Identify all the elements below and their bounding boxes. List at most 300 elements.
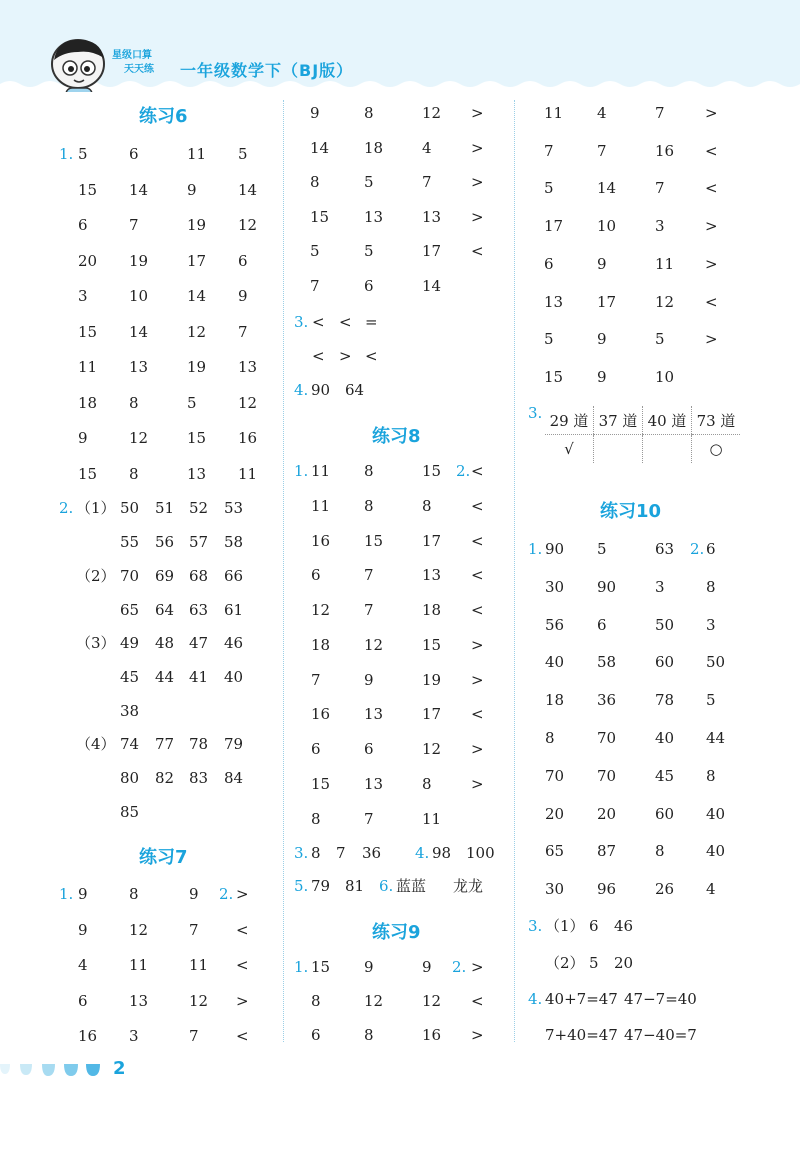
answer-cell: 47 xyxy=(189,634,209,652)
answer-cell: 70 xyxy=(545,766,565,785)
answer-cell: 70 xyxy=(120,567,140,585)
answer-cell: < xyxy=(236,920,249,939)
answer-cell: 15 xyxy=(422,462,442,480)
answer-cell: 5 xyxy=(310,242,320,261)
answer-cell: 6 xyxy=(544,254,554,273)
answer-cell: 9 xyxy=(597,330,607,349)
answer-cell: < xyxy=(471,992,484,1010)
question-number: 1. xyxy=(59,885,74,903)
answer-cell: 7 xyxy=(655,104,665,122)
answer-cell: 12 xyxy=(422,740,442,758)
answer-cell: 12 xyxy=(422,104,442,122)
question-number: 2. xyxy=(690,540,705,558)
answer-value: 64 xyxy=(345,381,365,399)
answer-cell: 56 xyxy=(155,533,175,551)
section-title-10: 练习10 xyxy=(600,501,662,522)
answer-cell: 45 xyxy=(655,766,675,785)
answer-cell: 5 xyxy=(544,330,554,349)
answer-cell: 5 xyxy=(364,242,374,261)
symbol-answer: < xyxy=(339,313,352,331)
answer-cell: 8 xyxy=(422,774,432,793)
answer-cell: 7 xyxy=(364,809,374,828)
answer-cell: 11 xyxy=(655,254,675,273)
answer-cell: 3 xyxy=(129,1027,139,1045)
book-title: 一年级数学下（BJ版） xyxy=(180,61,354,80)
question-number: 5. xyxy=(294,877,309,895)
answer-value: 81 xyxy=(345,877,365,895)
answer-cell: 65 xyxy=(545,842,565,861)
question-number: 4. xyxy=(415,844,430,862)
question-number: 1. xyxy=(294,462,309,480)
answer-cell: 38 xyxy=(120,702,140,720)
answer-cell: 11 xyxy=(238,464,258,483)
answer-cell: 18 xyxy=(78,393,98,412)
answer-cell: 17 xyxy=(544,217,564,236)
tally-mark xyxy=(643,435,692,464)
answer-cell: 17 xyxy=(422,531,442,550)
answer-cell: 56 xyxy=(545,615,565,634)
answer-cell: 14 xyxy=(129,180,149,199)
mascot-icon xyxy=(44,30,114,92)
answer-cell: 7 xyxy=(310,277,320,295)
answer-value: 蓝蓝 xyxy=(396,877,427,895)
answer-cell: > xyxy=(471,207,484,226)
answer-cell: < xyxy=(471,531,484,550)
answer-cell: < xyxy=(471,566,484,585)
section-title-9: 练习9 xyxy=(372,922,421,943)
answer-cell: > xyxy=(471,958,484,976)
answer-cell: 8 xyxy=(706,577,716,596)
answer-cell: 12 xyxy=(238,393,258,412)
answer-cell: 64 xyxy=(155,601,175,619)
answer-cell: 49 xyxy=(120,634,140,652)
answer-cell: > xyxy=(471,173,484,192)
answer-cell: 5 xyxy=(187,393,197,412)
question-number: 4. xyxy=(294,381,309,399)
answer-cell: 10 xyxy=(655,367,675,386)
answer-cell: 5 xyxy=(706,691,716,710)
answer-cell: 14 xyxy=(129,322,149,341)
answer-cell: 12 xyxy=(364,635,384,654)
answer-cell: 96 xyxy=(597,880,617,899)
answer-cell: 8 xyxy=(364,1026,374,1044)
answer-cell: > xyxy=(471,138,484,157)
question-number: 4. xyxy=(528,990,543,1008)
answer-cell: 3 xyxy=(655,217,665,236)
answer-cell: 84 xyxy=(224,769,244,787)
answer-cell: 7 xyxy=(364,566,374,585)
answer-cell: 3 xyxy=(706,615,716,634)
answer-cell: 6 xyxy=(129,145,139,163)
answer-cell: 11 xyxy=(311,496,331,515)
answer-cell: 10 xyxy=(129,287,149,305)
answer-cell: 58 xyxy=(224,533,244,551)
answer-cell: 9 xyxy=(364,958,374,976)
answer-cell: 13 xyxy=(544,292,564,311)
answer-cell: 17 xyxy=(597,292,617,311)
answer-cell: < xyxy=(471,601,484,619)
answer-cell: > xyxy=(705,254,718,273)
answer-cell: 14 xyxy=(238,180,258,199)
question-number: 3. xyxy=(528,404,543,422)
answer-cell: 16 xyxy=(311,705,331,724)
answer-cell: 74 xyxy=(120,735,140,753)
answer-cell: 14 xyxy=(422,277,442,295)
symbol-answer: < xyxy=(365,347,378,365)
answer-cell: 8 xyxy=(422,496,432,515)
equation: 47−40=7 xyxy=(624,1026,697,1044)
answer-cell: 36 xyxy=(597,691,617,710)
question-number: 6. xyxy=(379,877,394,895)
answer-cell: 8 xyxy=(129,464,139,483)
answer-cell: 83 xyxy=(189,769,209,787)
answer-cell: 11 xyxy=(187,145,207,163)
answer-cell: 9 xyxy=(364,670,374,689)
answer-cell: 82 xyxy=(155,769,175,787)
answer-cell: 30 xyxy=(545,880,565,899)
sub-label: （2） xyxy=(76,567,116,585)
answer-cell: 15 xyxy=(544,367,564,386)
answer-cell: < xyxy=(236,956,249,974)
answer-cell: 50 xyxy=(706,653,726,672)
answer-cell: 5 xyxy=(655,330,665,349)
answer-cell: 63 xyxy=(189,601,209,619)
answer-value: 36 xyxy=(362,844,382,862)
answer-cell: 9 xyxy=(310,104,320,122)
answer-cell: 26 xyxy=(655,880,675,899)
answer-cell: 12 xyxy=(238,216,258,234)
answer-cell: 90 xyxy=(545,540,565,558)
page-header xyxy=(0,0,800,92)
answer-cell: 70 xyxy=(597,729,617,747)
answer-cell: 8 xyxy=(311,809,321,828)
answer-cell: 55 xyxy=(120,533,140,551)
answer-cell: 41 xyxy=(189,668,209,686)
answer-cell: 19 xyxy=(187,216,207,234)
answer-value: 90 xyxy=(311,381,331,399)
answer-cell: 6 xyxy=(364,277,374,295)
answer-cell: 8 xyxy=(655,842,665,861)
answer-cell: 12 xyxy=(129,920,149,939)
answer-cell: 7 xyxy=(189,920,199,939)
answer-cell: 15 xyxy=(311,774,331,793)
answer-cell: 16 xyxy=(78,1027,98,1045)
answer-cell: 13 xyxy=(364,705,384,724)
answer-cell: 11 xyxy=(189,956,209,974)
answer-cell: 12 xyxy=(364,992,384,1010)
answer-cell: 78 xyxy=(189,735,209,753)
answer-cell: 7 xyxy=(655,179,665,198)
answer-cell: 8 xyxy=(311,992,321,1010)
answer-cell: > xyxy=(471,740,484,758)
answer-cell: 7 xyxy=(597,141,607,160)
section-title-6: 练习6 xyxy=(139,106,188,127)
answer-cell: 9 xyxy=(238,287,248,305)
answer-cell: < xyxy=(471,705,484,724)
answer-cell: 60 xyxy=(655,653,675,672)
answer-cell: 8 xyxy=(129,393,139,412)
answer-cell: 20 xyxy=(545,804,565,823)
answer-cell: 8 xyxy=(364,462,374,480)
answer-cell: 13 xyxy=(129,991,149,1010)
answer-cell: 9 xyxy=(422,958,432,976)
answer-cell: > xyxy=(471,670,484,689)
answer-cell: 46 xyxy=(224,634,244,652)
answer-value: 5 xyxy=(589,954,599,972)
footer-decoration xyxy=(0,1062,104,1078)
answer-cell: 13 xyxy=(422,207,442,226)
sub-label: （2） xyxy=(545,954,585,972)
answer-cell: 53 xyxy=(224,499,244,517)
answer-cell: 15 xyxy=(78,464,98,483)
answer-cell: 19 xyxy=(422,670,442,689)
answer-cell: 14 xyxy=(597,179,617,198)
tally-head: 37 道 xyxy=(594,406,643,435)
sub-label: （1） xyxy=(545,917,585,935)
answer-cell: 20 xyxy=(78,251,98,270)
answer-cell: 15 xyxy=(78,322,98,341)
section-title-8: 练习8 xyxy=(372,426,421,447)
answer-cell: > xyxy=(705,330,718,349)
answer-cell: 79 xyxy=(224,735,244,753)
answer-cell: 13 xyxy=(364,207,384,226)
answer-cell: 12 xyxy=(422,992,442,1010)
brand-logo: 星级口算 天天练 xyxy=(112,50,154,75)
answer-cell: 7 xyxy=(422,173,432,192)
answer-cell: 7 xyxy=(129,216,139,234)
question-number: 3. xyxy=(528,917,543,935)
answer-cell: > xyxy=(471,635,484,654)
answer-cell: < xyxy=(236,1027,249,1045)
answer-cell: 15 xyxy=(364,531,384,550)
answer-cell: 20 xyxy=(597,804,617,823)
answer-cell: 11 xyxy=(544,104,564,122)
answer-cell: 6 xyxy=(78,991,88,1010)
answer-cell: 40 xyxy=(706,804,726,823)
tally-head: 40 道 xyxy=(643,406,692,435)
answer-cell: 8 xyxy=(310,173,320,192)
answer-cell: 14 xyxy=(187,287,207,305)
answer-cell: 7 xyxy=(238,322,248,341)
answer-cell: 15 xyxy=(422,635,442,654)
answer-cell: 78 xyxy=(655,691,675,710)
answer-cell: 6 xyxy=(311,566,321,585)
answer-cell: 9 xyxy=(78,920,88,939)
answer-cell: 80 xyxy=(120,769,140,787)
column-divider xyxy=(283,100,284,1042)
answer-cell: 66 xyxy=(224,567,244,585)
answer-cell: > xyxy=(471,104,484,122)
answer-cell: 8 xyxy=(364,104,374,122)
answer-cell: < xyxy=(705,141,718,160)
answer-cell: 7 xyxy=(364,601,374,619)
column-divider xyxy=(514,100,515,1042)
answer-cell: 8 xyxy=(364,496,374,515)
answer-cell: 18 xyxy=(545,691,565,710)
answer-cell: 11 xyxy=(422,809,442,828)
question-number: 1. xyxy=(59,145,74,163)
answer-cell: 10 xyxy=(597,217,617,236)
answer-cell: > xyxy=(236,885,249,903)
answer-cell: 40 xyxy=(545,653,565,672)
answer-cell: 4 xyxy=(422,138,432,157)
answer-cell: 68 xyxy=(189,567,209,585)
answer-cell: 15 xyxy=(310,207,330,226)
answer-value: 46 xyxy=(614,917,634,935)
answer-cell: 11 xyxy=(129,956,149,974)
answer-cell: 52 xyxy=(189,499,209,517)
answer-cell: 3 xyxy=(655,577,665,596)
answer-cell: 17 xyxy=(422,242,442,261)
answer-cell: 12 xyxy=(189,991,209,1010)
answer-value: 20 xyxy=(614,954,634,972)
page-number: 2 xyxy=(113,1058,126,1079)
answer-cell: < xyxy=(471,242,484,261)
answer-cell: 9 xyxy=(78,429,88,447)
answer-cell: 8 xyxy=(129,885,139,903)
symbol-answer: > xyxy=(339,347,352,365)
answer-value: 100 xyxy=(466,844,495,862)
answer-value: 79 xyxy=(311,877,331,895)
question-number: 1. xyxy=(294,958,309,976)
tally-mark: √ xyxy=(564,440,574,458)
answer-cell: 50 xyxy=(655,615,675,634)
answer-cell: 18 xyxy=(311,635,331,654)
answer-cell: 18 xyxy=(364,138,384,157)
question-number: 3. xyxy=(294,844,309,862)
answer-cell: 4 xyxy=(78,956,88,974)
answer-cell: 13 xyxy=(129,358,149,376)
answer-cell: 5 xyxy=(238,145,248,163)
symbol-answer: < xyxy=(312,313,325,331)
answer-cell: 40 xyxy=(655,729,675,747)
answer-cell: 8 xyxy=(545,729,555,747)
answer-cell: 5 xyxy=(544,179,554,198)
answer-cell: 5 xyxy=(364,173,374,192)
answer-cell: 65 xyxy=(120,601,140,619)
answer-cell: 13 xyxy=(364,774,384,793)
question-number: 1. xyxy=(528,540,543,558)
tally-head: 73 道 xyxy=(692,406,741,435)
answer-cell: 16 xyxy=(311,531,331,550)
answer-cell: 13 xyxy=(422,566,442,585)
answer-cell: 12 xyxy=(311,601,331,619)
answer-cell: > xyxy=(471,1026,484,1044)
answer-cell: 18 xyxy=(422,601,442,619)
header-wave xyxy=(0,78,800,92)
answer-cell: 7 xyxy=(311,670,321,689)
equation: 7+40=47 xyxy=(545,1026,618,1044)
answer-cell: > xyxy=(705,217,718,236)
answer-value: 7 xyxy=(336,844,346,862)
answer-cell: 6 xyxy=(78,216,88,234)
answer-cell: 15 xyxy=(311,958,331,976)
answer-cell: 48 xyxy=(155,634,175,652)
answer-cell: < xyxy=(471,462,484,480)
question-number: 2. xyxy=(456,462,471,480)
answer-cell: 19 xyxy=(129,251,149,270)
sub-label: （4） xyxy=(76,735,116,753)
answer-cell: 19 xyxy=(187,358,207,376)
answer-cell: 7 xyxy=(189,1027,199,1045)
answer-cell: 13 xyxy=(238,358,258,376)
answer-cell: 11 xyxy=(78,358,98,376)
equation: 40+7=47 xyxy=(545,990,618,1008)
answer-cell: 11 xyxy=(311,462,331,480)
answer-cell: 57 xyxy=(189,533,209,551)
answer-cell: 9 xyxy=(597,367,607,386)
answer-cell: 61 xyxy=(224,601,244,619)
answer-cell: 6 xyxy=(311,1026,321,1044)
sub-label: （3） xyxy=(76,634,116,652)
tally-head: 29 道 xyxy=(545,406,594,435)
answer-cell: 63 xyxy=(655,540,675,558)
answer-cell: > xyxy=(471,774,484,793)
answer-cell: 4 xyxy=(706,880,716,899)
section-title-7: 练习7 xyxy=(139,847,188,868)
answer-cell: 12 xyxy=(129,429,149,447)
answer-cell: 6 xyxy=(364,740,374,758)
answer-cell: 12 xyxy=(655,292,675,311)
answer-cell: 17 xyxy=(422,705,442,724)
sub-label: （1） xyxy=(76,499,116,517)
answer-cell: 15 xyxy=(78,180,98,199)
question-number: 3. xyxy=(294,313,309,331)
answer-cell: 17 xyxy=(187,251,207,270)
answer-cell: 30 xyxy=(545,577,565,596)
answer-cell: 51 xyxy=(155,499,175,517)
answer-cell: 15 xyxy=(187,429,207,447)
answer-cell: 9 xyxy=(597,254,607,273)
answer-cell: 9 xyxy=(189,885,199,903)
answer-cell: 40 xyxy=(706,842,726,861)
answer-cell: 14 xyxy=(310,138,330,157)
answer-cell: 69 xyxy=(155,567,175,585)
answer-value: 98 xyxy=(432,844,452,862)
question-number: 2. xyxy=(59,499,74,517)
answer-cell: 90 xyxy=(597,577,617,596)
answer-cell: 44 xyxy=(706,729,726,747)
answer-cell: 3 xyxy=(78,287,88,305)
answer-cell: 5 xyxy=(78,145,88,163)
answer-cell: 16 xyxy=(655,141,675,160)
answer-cell: < xyxy=(705,179,718,198)
question-number: 2. xyxy=(219,885,234,903)
answer-cell: > xyxy=(705,104,718,122)
answer-value: 8 xyxy=(311,844,321,862)
answer-cell: 50 xyxy=(120,499,140,517)
tally-mark: ○ xyxy=(692,435,741,464)
answer-cell: 9 xyxy=(78,885,88,903)
answer-cell: 6 xyxy=(238,251,248,270)
answer-cell: 44 xyxy=(155,668,175,686)
answer-cell: 16 xyxy=(238,429,258,447)
answer-cell: 12 xyxy=(187,322,207,341)
tally-table xyxy=(545,406,740,463)
answer-cell: 6 xyxy=(311,740,321,758)
answer-cell: 8 xyxy=(706,766,716,785)
answer-cell: 70 xyxy=(597,766,617,785)
answer-cell: < xyxy=(705,292,718,311)
answer-cell: 40 xyxy=(224,668,244,686)
answer-cell: 85 xyxy=(120,803,140,821)
answer-value: 6 xyxy=(589,917,599,935)
answer-cell: 77 xyxy=(155,735,175,753)
answer-cell: 6 xyxy=(597,615,607,634)
answer-cell: 6 xyxy=(706,540,716,558)
answer-cell: 58 xyxy=(597,653,617,672)
symbol-answer: < xyxy=(312,347,325,365)
